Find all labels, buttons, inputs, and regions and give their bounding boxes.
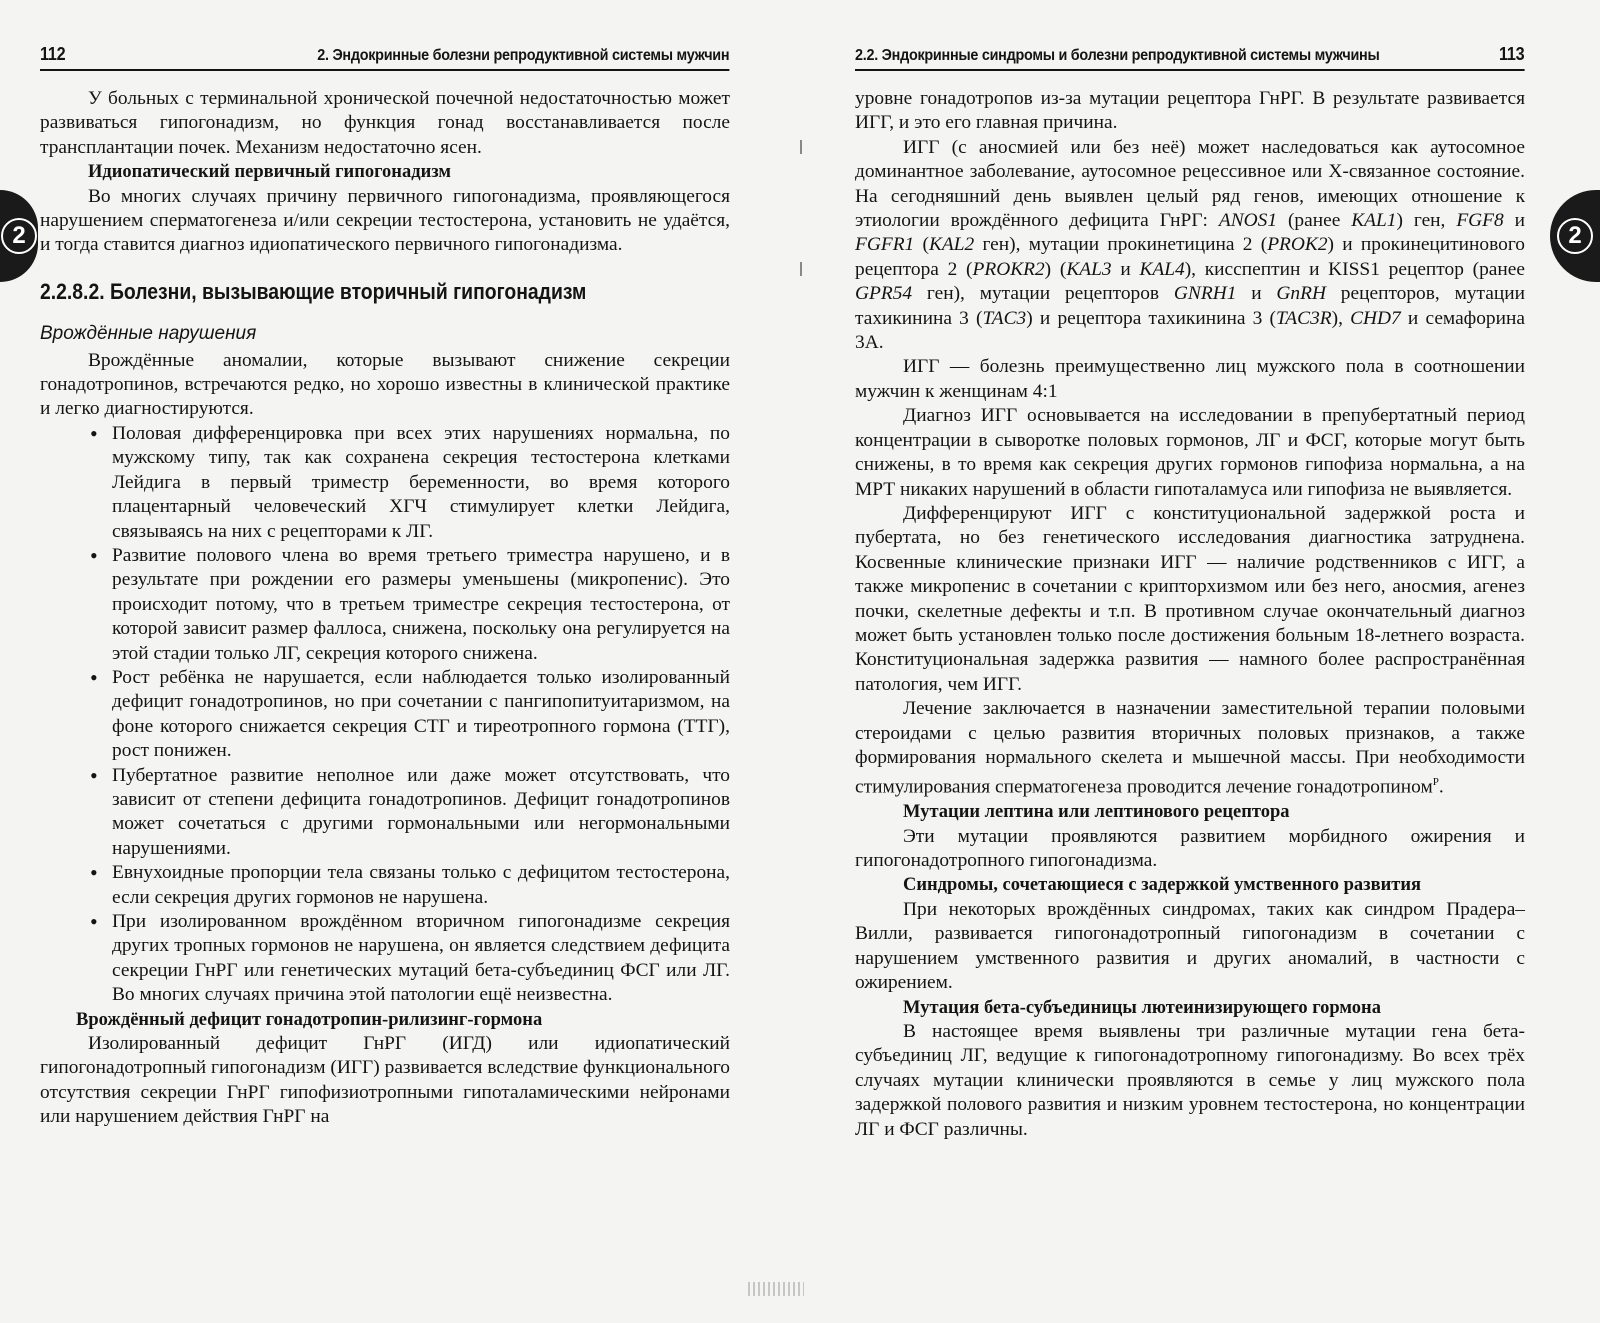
left-page <box>40 44 730 1304</box>
gene-name: CHD7 <box>1350 307 1401 329</box>
paragraph: Врождённые аномалии, которые вызывают снижение секреции гонадотропинов, встречаются редко, но хорошо известны в клинической практике и легко диагностируются. <box>40 349 730 420</box>
gene-name: TAC3R <box>1275 307 1332 329</box>
gutter-mark <box>800 262 802 276</box>
list-item: • При изолированном врождённом вторичном гипогонадизме секреция других тропных гормонов не нарушена, он является следствием дефицита секреции ГнРГ или генетических мутаций бета-субъединиц ФСГ или ЛГ. Во многих случаях причина этой патологии ещё неизвестна. <box>88 910 730 1008</box>
chapter-number: 2 <box>1557 218 1593 254</box>
gene-name: PROK2 <box>1267 234 1328 256</box>
paragraph: Изолированный дефицит ГнРГ (ИГД) или идиопатический гипогонадотропный гипогонадизм (ИГГ) развивается вследствие функционального отсутствия секреции ГнРГ гипофизиотропными гипоталамическими нейронами или нарушением действия ГнРГ на <box>40 1033 730 1128</box>
paragraph: ИГГ (с аносмией или без неё) может наследоваться как аутосомное доминантное заболевание, аутосомное рецессивное или Х-связанное состояние. На сегодняшний день выявлен целый ряд генов, имеющих отношение к этиологии врождённого дефицита ГнРГ: ANOS1 (ранее KAL1) ген, FGF8 и FGFR1 (KAL2 ген), мутации прокинетицина 2 (PROK2) и прокинецитинового рецептора 2 (PROKR2) (KAL3 и KAL4), кисспептин и KISS1 рецептор (ранее GPR54 ген), мутации рецепторов GNRH1 и GnRH рецепторов, мутации тахикинина 3 (TAC3) и рецептора тахикинина 3 (TAC3R), CHD7 и семафорина 3А. <box>855 136 1526 354</box>
paragraph: Эти мутации проявляются развитием морбидного ожирения и гипогонадотропного гипогонадизма. <box>855 825 1525 872</box>
body-text <box>855 87 1525 1142</box>
page-number: 113 <box>1498 44 1525 64</box>
chapter-tab-left <box>0 190 38 282</box>
gene-name: FGF8 <box>1456 210 1504 232</box>
gene-name: KAL4 <box>1139 258 1185 280</box>
running-header <box>40 44 729 71</box>
bullet-list <box>40 422 730 1008</box>
gene-name: PROKR2 <box>972 258 1045 280</box>
chapter-number: 2 <box>1 218 37 254</box>
list-item: • Евнухоидные пропорции тела связаны только с дефицитом тестостерона, если секреция других гормонов не нарушена. <box>88 861 730 910</box>
right-page <box>855 44 1525 1304</box>
paragraph: уровне гонадотропов из-за мутации рецептора ГнРГ. В результате развивается ИГГ, и это его главная причина. <box>855 88 1525 134</box>
subheading: Врождённый дефицит гонадотропин-рилизинг-гормона <box>76 1009 543 1030</box>
gene-name: KAL2 <box>928 234 975 256</box>
gene-name: FGFR1 <box>855 234 915 256</box>
gutter-mark <box>800 140 802 154</box>
gene-name: TAC3 <box>982 307 1027 329</box>
paragraph: Во многих случаях причину первичного гипогонадизма, проявляющегося нарушением сперматогенеза и/или секреции тестостерона, установить не удаётся, и тогда ставится диагноз идиопатического первичного гипогонадизма. <box>40 185 730 256</box>
paragraph: У больных с терминальной хронической почечной недостаточностью может развиваться гипогонадизм, но функция гонад восстанавливается после трансплантации почек. Механизм недостаточно ясен. <box>40 88 730 158</box>
gene-name: GNRH1 <box>1173 283 1237 305</box>
paragraph: При некоторых врождённых синдромах, таких как синдром Прадера–Вилли, развивается гипогонадотропный гипогонадизм в сочетании с нарушением умственного развития и других аномалий, в частности с ожирением. <box>855 898 1525 994</box>
subheading: Мутация бета-субъединицы лютеинизирующего гормона <box>903 997 1381 1018</box>
paragraph: Дифференцируют ИГГ с конституциональной задержкой роста и пубертата, но без генетического исследования диагностика затруднена. Косвенные клинические признаки ИГГ — наличие родственников с ИГГ, а также микропенис в сочетании с крипторхизмом или без него, аносмия, агенез почки, скелетные дефекты и т.п. В противном случае окончательный диагноз может быть установлен только после достижения больным 18-летнего возраста. Конституциональная задержка развития — намного более распространённая патология, чем ИГГ. <box>855 502 1525 695</box>
gene-name: GnRH <box>1276 283 1326 305</box>
paragraph: ИГГ — болезнь преимущественно лиц мужского пола в соотношении мужчин к женщинам 4:1 <box>855 356 1525 402</box>
paragraph: В настоящее время выявлены три различные мутации гена бета-субъединиц ЛГ, ведущие к гипогонадотропному гипогонадизму. Во всех трёх случаях мутации клинически проявляются в семье у лиц мужского пола задержкой полового развития и низким уровнем тестостерона, но концентрации ЛГ и ФСГ различны. <box>855 1020 1525 1140</box>
list-item: • Развитие полового члена во время третьего триместра нарушено, и в результате при рождении его размеры уменьшены (микропенис). Это происходит потому, что в третьем триместре секреция тестостерона, от которой зависит размер фаллоса, снижена, поскольку она регулируется на этой стадии только ЛГ, секреция которого снижена. <box>88 544 730 666</box>
subheading: Синдромы, сочетающиеся с задержкой умственного развития <box>903 875 1422 896</box>
list-item: • Пубертатное развитие неполное или даже может отсутствовать, что зависит от степени дефицита гонадотропинов. Дефицит гонадотропинов может сочетаться с другими гормональными или негормональными нарушениями. <box>88 764 730 862</box>
gene-name: KAL1 <box>1351 210 1397 232</box>
body-text <box>40 87 730 1130</box>
section-title: 2.2.8.2. Болезни, вызывающие вторичный гипогонадизм <box>40 278 587 304</box>
running-header <box>855 44 1524 71</box>
superscript-mark: Р <box>1432 776 1439 789</box>
italic-heading: Врождённые нарушения <box>40 323 257 345</box>
header-title: 2. Эндокринные болезни репродуктивной системы мужчин <box>317 47 730 64</box>
gene-name: KAL3 <box>1066 258 1112 280</box>
gene-name: GPR54 <box>855 283 913 305</box>
subheading: Идиопатический первичный гипогонадизм <box>88 162 452 183</box>
subheading: Мутации лептина или лептинового рецептора <box>903 802 1290 823</box>
paragraph: Диагноз ИГГ основывается на исследовании в препубертатный период концентрации в сыворотке половых гормонов, ЛГ и ФСГ, которые могут быть снижены, в то время как секреция других гормонов гипофиза нормальна, а на МРТ никаких нарушений в области гипоталамуса или гипофиза не выявляется. <box>855 405 1525 500</box>
list-item: • Рост ребёнка не нарушается, если наблюдается только изолированный дефицит гонадотропинов, но при сочетании с пангипопитуитаризмом, на фоне которого снижается секреция СТГ и тиреотропного гормона (ТТГ), рост понижен. <box>88 666 730 764</box>
gene-name: ANOS1 <box>1218 210 1278 232</box>
scan-artifact <box>748 1282 804 1296</box>
chapter-tab-right <box>1550 190 1600 282</box>
page-number: 112 <box>40 44 66 64</box>
header-title: 2.2. Эндокринные синдромы и болезни репродуктивной системы мужчины <box>855 47 1380 64</box>
paragraph: Лечение заключается в назначении заместительной терапии половыми стероидами с целью развития вторичных половых признаков, а также формирования нормального скелета и мышечной массы. При необходимости стимулирования сперматогенеза проводится лечение гонадотропином$^Р$. <box>855 698 1525 798</box>
list-item: • Половая дифференцировка при всех этих нарушениях нормальна, по мужскому типу, так как сохранена секреция тестостерона клетками Лейдига в первый триместр беременности, во время которого плацентарный человеческий ХГЧ стимулирует клетки Лейдига, связываясь на них с рецепторами к ЛГ. <box>88 422 730 544</box>
